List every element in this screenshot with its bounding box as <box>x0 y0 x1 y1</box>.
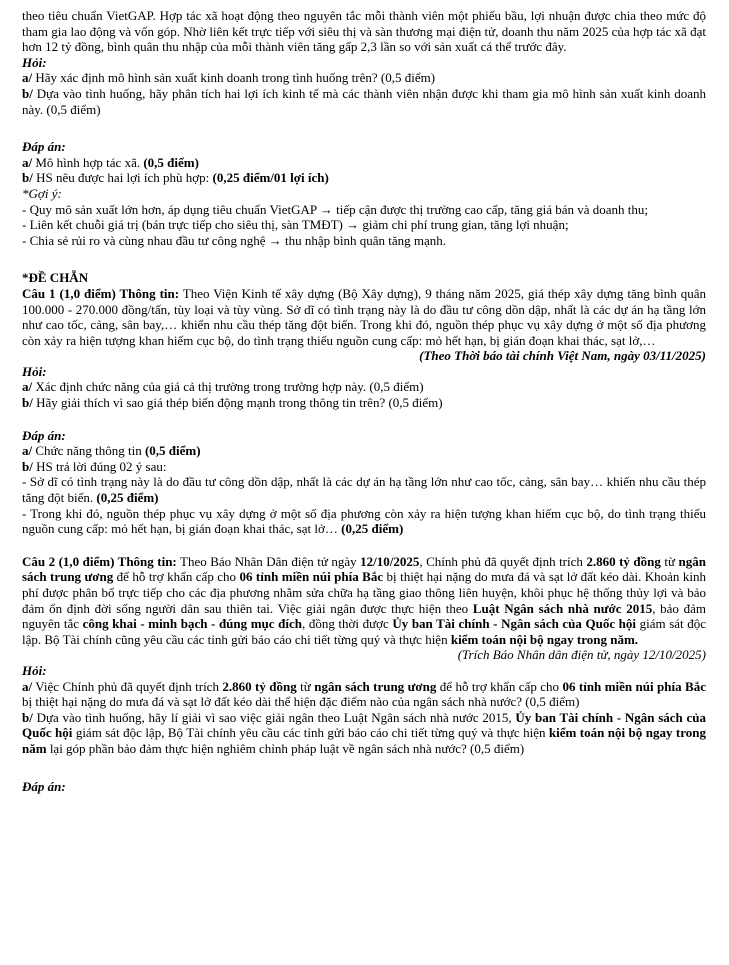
question-a: a/ Hãy xác định mô hình sản xuất kinh doanh trong tình huống trên? (0,5 điểm) <box>22 70 436 86</box>
question-heading: Hỏi: <box>22 662 47 678</box>
hint-item: - Quy mô sản xuất lớn hơn, áp dụng tiêu chuẩn VietGAP → tiếp cận được thị trường cao cấp, tăng giá bán và doanh thu; <box>22 201 649 217</box>
answer-item: - Trong khi đó, nguồn thép phục vụ xây dựng ở một số địa phương còn xảy ra hiện tượng khan hiếm cục bộ, do tình trạng thiếu nguồn cung cấp: mỏ hết hạn, bị gián đoạn khai thác, sạt lở… (0,25 điểm) <box>22 505 706 537</box>
section-heading: *ĐỀ CHẴN <box>22 270 89 286</box>
intro-paragraph: theo tiêu chuẩn VietGAP. Hợp tác xã hoạt động theo nguyên tắc mỗi thành viên một phiếu bầu, lợi nhuận được chia theo mức độ tham gia lao động và vốn góp. Nhờ liên kết trực tiếp với siêu thị và sàn thương mại điện tử, doanh thu năm 2025 của hợp tác xã đạt hơn 12 tỷ đồng, bình quân thu nhập của mỗi thành viên tăng gấp 2,3 lần so với sản xuất cá thể trước đây. <box>22 8 706 55</box>
answer-b: b/ HS trả lời đúng 02 ý sau: <box>22 458 167 474</box>
document-page <box>22 8 706 794</box>
hint-item: - Liên kết chuỗi giá trị (bán trực tiếp cho siêu thị, sàn TMĐT) → giảm chi phí trung gian, tăng lợi nhuận; <box>22 217 569 233</box>
answer-a: a/ Chức năng thông tin (0,5 điểm) <box>22 443 201 459</box>
question-b: b/ Dựa vào tình huống, hãy lí giải vì sao việc giải ngân theo Luật Ngân sách nhà nước 2015, Ủy ban Tài chính - Ngân sách của Quốc hội giám sát độc lập, Bộ Tài chính yêu cầu các tỉnh gửi báo cáo chi tiết từng quý và thực hiện kiểm toán nội bộ ngay trong năm lại góp phần bảo đảm thực hiện nghiêm chỉnh pháp luật về ngân sách nhà nước? (0,5 điểm) <box>22 709 706 756</box>
answer-heading: Đáp án: <box>22 139 66 155</box>
cau2-source: (Trích Báo Nhân dân điện tử, ngày 12/10/2025) <box>457 647 706 663</box>
question-heading: Hỏi: <box>22 363 47 379</box>
answer-b: b/ HS nêu được hai lợi ích phù hợp: (0,25 điểm/01 lợi ích) <box>22 170 329 186</box>
question-b: b/ Dựa vào tình huống, hãy phân tích hai lợi ích kinh tế mà các thành viên nhận được khi tham gia mô hình sản xuất kinh doanh này. (0,5 điểm) <box>22 85 706 117</box>
hint-label: *Gợi ý: <box>22 185 62 201</box>
question-b: b/ Hãy giải thích vì sao giá thép biến động mạnh trong thông tin trên? (0,5 điểm) <box>22 395 443 411</box>
question-a: a/ Việc Chính phủ đã quyết định trích 2.860 tỷ đồng từ ngân sách trung ương để hỗ trợ khẩn cấp cho 06 tỉnh miền núi phía Bắc bị thiệt hại nặng do mưa đá và sạt lở đất kéo dài thể hiện đặc điểm nào của ngân sách nhà nước? (0,5 điểm) <box>22 678 706 710</box>
cau1-source: (Theo Thời báo tài chính Việt Nam, ngày 03/11/2025) <box>419 348 706 364</box>
question-a: a/ Xác định chức năng của giá cả thị trường trong trường hợp này. (0,5 điểm) <box>22 379 424 395</box>
cau1-paragraph: Câu 1 (1,0 điểm) Thông tin: Theo Viện Kinh tế xây dựng (Bộ Xây dựng), 9 tháng năm 2025, giá thép xây dựng tăng bình quân 100.000 - 270.000 đồng/tấn, tùy loại và tùy vùng. Sở dĩ có tình trạng này là do đầu tư công dồn dập, nhất là các dự án hạ tầng lớn như cao tốc, cảng, sân bay,… khiến nhu cầu thép tăng đột biến. Trong khi đó, nguồn thép phục vụ xây dựng ở một số địa phương còn xảy ra hiện tượng khan hiếm cục bộ, do tình trạng thiếu nguồn cung cấp: mỏ hết hạn, bị gián đoạn khai thác, sạt lở,… <box>22 285 706 348</box>
answer-item: - Sở dĩ có tình trạng này là do đầu tư công dồn dập, nhất là các dự án hạ tầng lớn như cao tốc, cảng, sân bay… khiến nhu cầu thép tăng đột biến. (0,25 điểm) <box>22 474 706 506</box>
cau2-paragraph: Câu 2 (1,0 điểm) Thông tin: Theo Báo Nhân Dân điện tử ngày 12/10/2025, Chính phủ đã quyết định trích 2.860 tỷ đồng từ ngân sách trung ương để hỗ trợ khẩn cấp cho 06 tỉnh miền núi phía Bắc bị thiệt hại nặng do mưa đá và sạt lở đất kéo dài. Khoản kinh phí được phân bổ trực tiếp cho các địa phương nhằm sửa chữa hạ tầng giao thông liên huyện, khôi phục hệ thống thủy lợi và bảo đảm ổn định đời sống người dân sau thiên tai. Việc giải ngân được thực hiện theo Luật Ngân sách nhà nước 2015, bảo đảm nguyên tắc công khai - minh bạch - đúng mục đích, đồng thời được Ủy ban Tài chính - Ngân sách của Quốc hội giám sát độc lập. Bộ Tài chính cũng yêu cầu các tỉnh gửi báo cáo chi tiết từng quý và thực hiện kiểm toán nội bộ ngay trong năm. <box>22 553 707 647</box>
question-heading: Hỏi: <box>22 54 47 70</box>
answer-heading: Đáp án: <box>22 427 66 443</box>
hint-item: - Chia sẻ rủi ro và cùng nhau đầu tư công nghệ → thu nhập bình quân tăng mạnh. <box>22 232 447 248</box>
answer-a: a/ Mô hình hợp tác xã. (0,5 điểm) <box>22 154 199 170</box>
answer-heading: Đáp án: <box>22 778 66 794</box>
